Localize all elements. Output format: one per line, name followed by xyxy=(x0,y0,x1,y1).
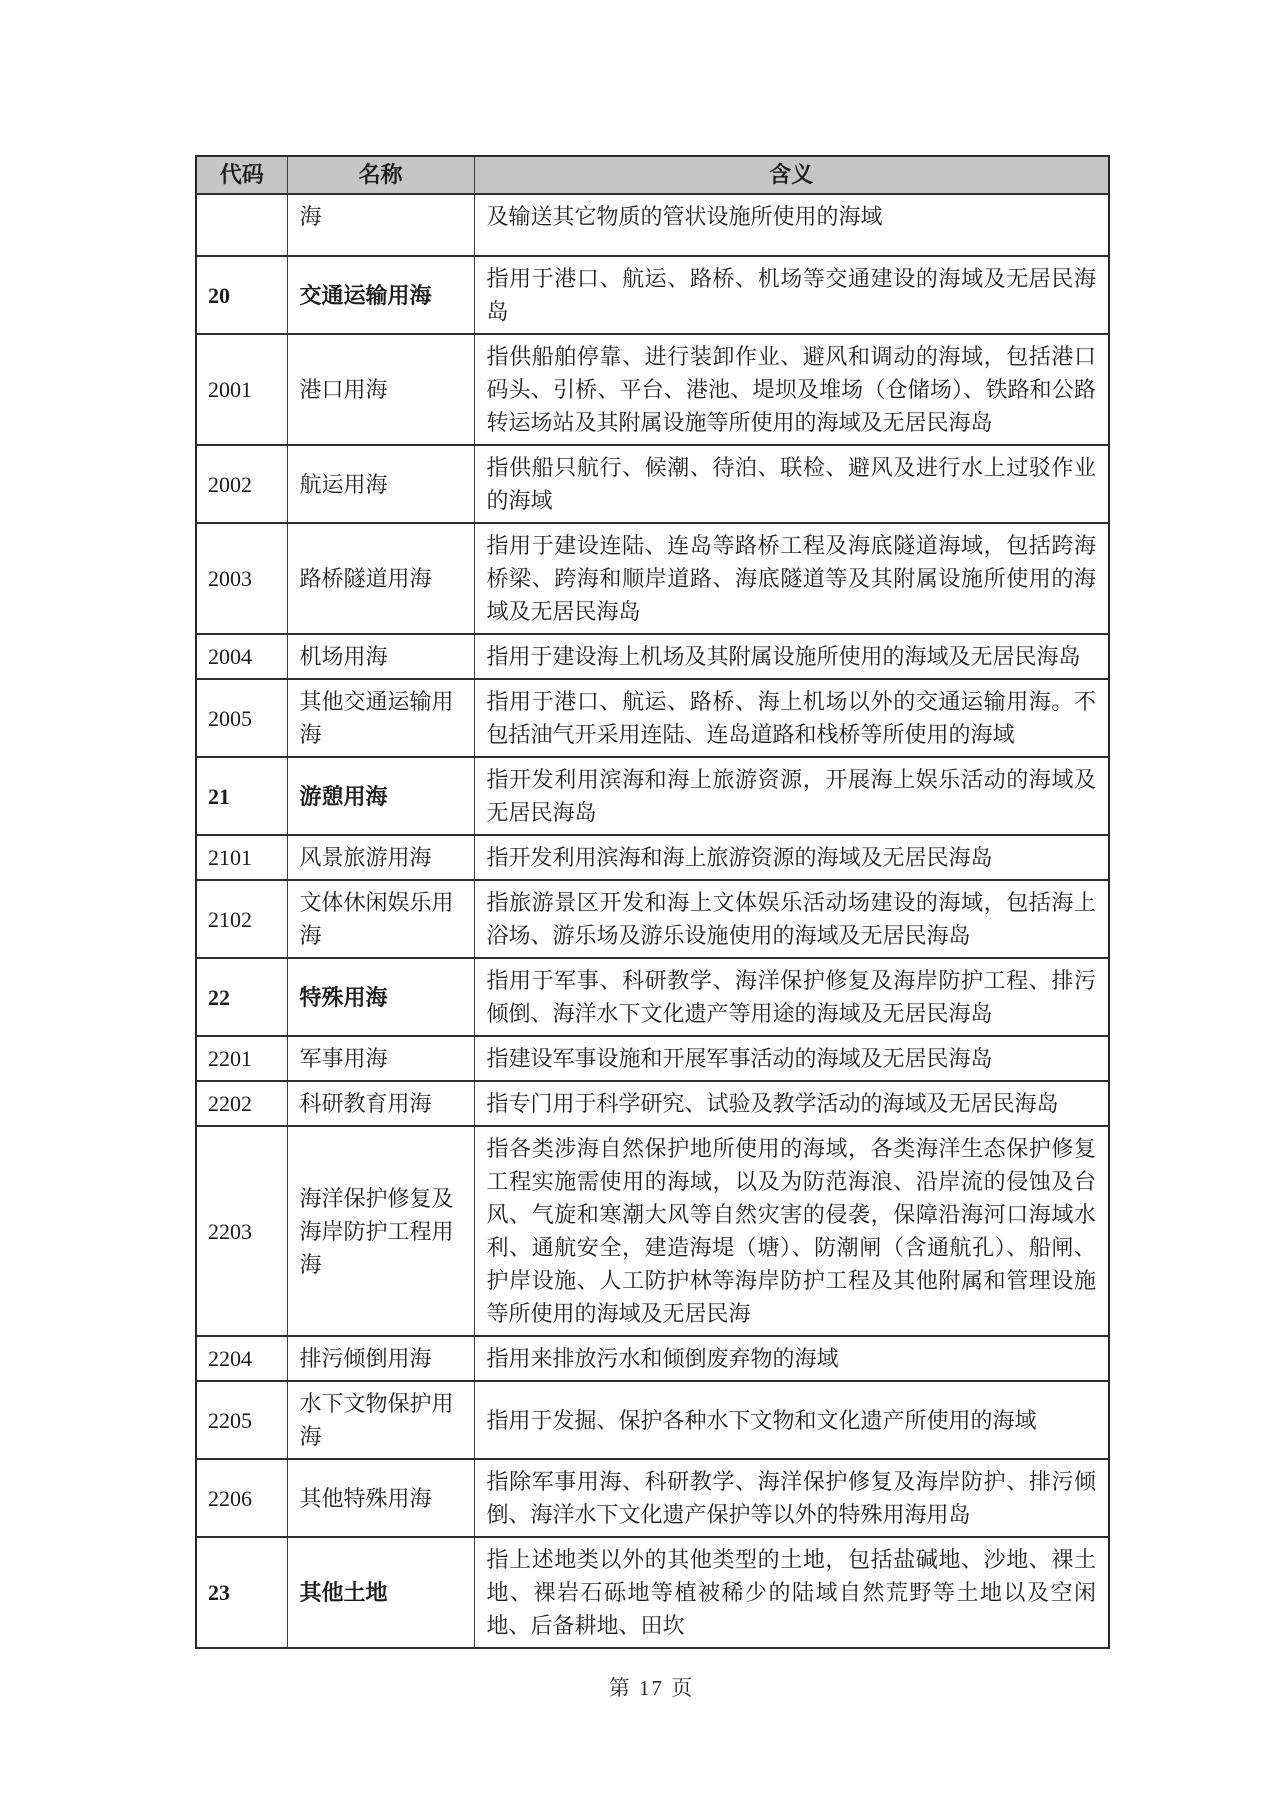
code-cell: 2206 xyxy=(196,1459,287,1537)
code-cell xyxy=(196,194,287,256)
name-cell: 海洋保护修复及海岸防护工程用海 xyxy=(287,1126,474,1336)
name-cell: 风景旅游用海 xyxy=(287,835,474,880)
meaning-cell: 指旅游景区开发和海上文体娱乐活动场建设的海域，包括海上浴场、游乐场及游乐设施使用的海域及无居民海岛 xyxy=(474,880,1109,958)
code-cell: 2201 xyxy=(196,1036,287,1081)
code-cell: 23 xyxy=(196,1537,287,1648)
sea-use-classification-table xyxy=(195,155,1110,1649)
meaning-cell: 指供船只航行、候潮、待泊、联检、避风及进行水上过驳作业的海域 xyxy=(474,445,1109,523)
code-cell: 2004 xyxy=(196,634,287,679)
meaning-cell: 指开发利用滨海和海上旅游资源，开展海上娱乐活动的海域及无居民海岛 xyxy=(474,757,1109,835)
table-row xyxy=(196,194,1109,256)
meaning-cell: 指上述地类以外的其他类型的土地，包括盐碱地、沙地、裸土地、裸岩石砾地等植被稀少的陆域自然荒野等土地以及空闲地、后备耕地、田坎 xyxy=(474,1537,1109,1648)
table-row xyxy=(196,880,1109,958)
table-row xyxy=(196,1381,1109,1459)
meaning-cell: 指专门用于科学研究、试验及教学活动的海域及无居民海岛 xyxy=(474,1081,1109,1126)
code-cell: 2101 xyxy=(196,835,287,880)
name-cell: 交通运输用海 xyxy=(287,256,474,334)
name-cell: 海 xyxy=(287,194,474,256)
table-row xyxy=(196,334,1109,445)
table-row xyxy=(196,634,1109,679)
table-row xyxy=(196,1459,1109,1537)
meaning-cell: 及输送其它物质的管状设施所使用的海域 xyxy=(474,194,1109,256)
code-cell: 2002 xyxy=(196,445,287,523)
code-cell: 2003 xyxy=(196,523,287,634)
meaning-cell: 指开发利用滨海和海上旅游资源的海域及无居民海岛 xyxy=(474,835,1109,880)
code-cell: 2202 xyxy=(196,1081,287,1126)
table-row xyxy=(196,445,1109,523)
code-cell: 20 xyxy=(196,256,287,334)
table-body xyxy=(196,194,1109,1648)
code-cell: 2205 xyxy=(196,1381,287,1459)
column-header-meaning: 含义 xyxy=(474,156,1109,194)
name-cell: 科研教育用海 xyxy=(287,1081,474,1126)
code-cell: 2204 xyxy=(196,1336,287,1381)
table-row xyxy=(196,835,1109,880)
name-cell: 机场用海 xyxy=(287,634,474,679)
meaning-cell: 指各类涉海自然保护地所使用的海域，各类海洋生态保护修复工程实施需使用的海域，以及为防范海浪、沿岸流的侵蚀及台风、气旋和寒潮大风等自然灾害的侵袭，保障沿海河口海域水利、通航安全，建造海堤（塘）、防潮闸（含通航孔）、船闸、护岸设施、人工防护林等海岸防护工程及其他附属和管理设施等所使用的海域及无居民海 xyxy=(474,1126,1109,1336)
table-row xyxy=(196,256,1109,334)
meaning-cell: 指用来排放污水和倾倒废弃物的海域 xyxy=(474,1336,1109,1381)
code-cell: 2203 xyxy=(196,1126,287,1336)
table-row xyxy=(196,958,1109,1036)
meaning-cell: 指供船舶停靠、进行装卸作业、避风和调动的海域，包括港口码头、引桥、平台、港池、堤坝及堆场（仓储场）、铁路和公路转运场站及其附属设施等所使用的海域及无居民海岛 xyxy=(474,334,1109,445)
meaning-cell: 指用于军事、科研教学、海洋保护修复及海岸防护工程、排污倾倒、海洋水下文化遗产等用途的海域及无居民海岛 xyxy=(474,958,1109,1036)
code-cell: 22 xyxy=(196,958,287,1036)
code-cell: 21 xyxy=(196,757,287,835)
table-row xyxy=(196,679,1109,757)
name-cell: 文体休闲娱乐用海 xyxy=(287,880,474,958)
page-number: 第 17 页 xyxy=(608,1676,695,1700)
meaning-cell: 指用于港口、航运、路桥、海上机场以外的交通运输用海。不包括油气开采用连陆、连岛道路和栈桥等所使用的海域 xyxy=(474,679,1109,757)
name-cell: 军事用海 xyxy=(287,1036,474,1081)
code-cell: 2102 xyxy=(196,880,287,958)
name-cell: 其他交通运输用海 xyxy=(287,679,474,757)
name-cell: 其他土地 xyxy=(287,1537,474,1648)
column-header-name: 名称 xyxy=(287,156,474,194)
table-row xyxy=(196,1126,1109,1336)
meaning-cell: 指用于港口、航运、路桥、机场等交通建设的海域及无居民海岛 xyxy=(474,256,1109,334)
name-cell: 路桥隧道用海 xyxy=(287,523,474,634)
name-cell: 特殊用海 xyxy=(287,958,474,1036)
table-row xyxy=(196,1336,1109,1381)
header-row xyxy=(196,156,1109,194)
table-row xyxy=(196,1036,1109,1081)
meaning-cell: 指用于建设连陆、连岛等路桥工程及海底隧道海域，包括跨海桥梁、跨海和顺岸道路、海底隧道等及其附属设施所使用的海域及无居民海岛 xyxy=(474,523,1109,634)
name-cell: 其他特殊用海 xyxy=(287,1459,474,1537)
meaning-cell: 指用于发掘、保护各种水下文物和文化遗产所使用的海域 xyxy=(474,1381,1109,1459)
table-row xyxy=(196,1081,1109,1126)
table-row xyxy=(196,523,1109,634)
name-cell: 排污倾倒用海 xyxy=(287,1336,474,1381)
name-cell: 港口用海 xyxy=(287,334,474,445)
table-header xyxy=(196,156,1109,194)
code-cell: 2005 xyxy=(196,679,287,757)
table-row xyxy=(196,1537,1109,1648)
meaning-cell: 指除军事用海、科研教学、海洋保护修复及海岸防护、排污倾倒、海洋水下文化遗产保护等以外的特殊用海用岛 xyxy=(474,1459,1109,1537)
meaning-cell: 指建设军事设施和开展军事活动的海域及无居民海岛 xyxy=(474,1036,1109,1081)
code-cell: 2001 xyxy=(196,334,287,445)
name-cell: 水下文物保护用海 xyxy=(287,1381,474,1459)
name-cell: 航运用海 xyxy=(287,445,474,523)
column-header-code: 代码 xyxy=(196,156,287,194)
name-cell: 游憩用海 xyxy=(287,757,474,835)
meaning-cell: 指用于建设海上机场及其附属设施所使用的海域及无居民海岛 xyxy=(474,634,1109,679)
table-row xyxy=(196,757,1109,835)
